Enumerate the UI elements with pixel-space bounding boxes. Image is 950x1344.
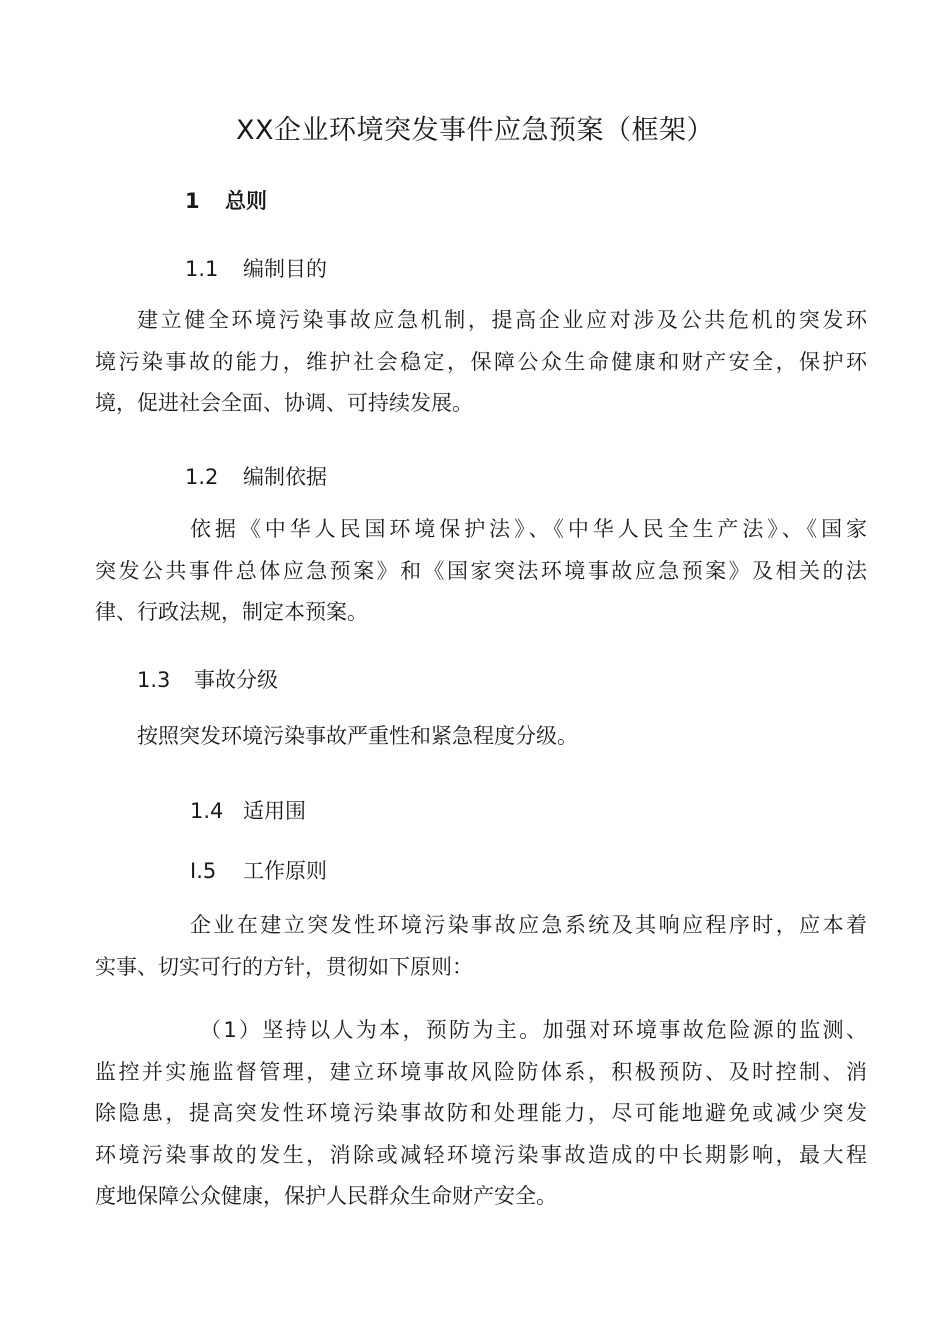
paragraph-line: 实事、切实可行的方针，贯彻如下原则： [95,954,473,979]
section-label: 总则 [225,189,267,213]
section-1-1-heading [185,253,327,283]
paragraph-line: 突发公共事件总体应急预案》和《国家突法环境事故应急预案》及相关的法 [95,558,867,583]
paragraph-line: 企业在建立突发性环境污染事故应急系统及其响应程序时，应本着 [190,913,867,937]
paragraph-line: 境，促进社会全面、协调、可持续发展。 [95,391,473,415]
section-1-3-paragraph [95,716,867,758]
paragraph-line: 依据《中华人民国环境保护法》、《中华人民全生产法》、《国家 [190,517,867,541]
section-number: 1.2 [185,465,219,489]
section-1-5-heading [190,855,327,885]
section-1-1-paragraph [95,300,867,425]
section-1-4-heading [190,795,306,825]
section-number: 1.1 [185,257,219,281]
principle-1-paragraph [95,1010,867,1218]
section-label: 事故分级 [194,668,278,692]
section-1-5-paragraph [95,905,867,988]
section-number: 1.3 [137,668,171,692]
section-1-heading [185,185,267,215]
paragraph-line: 除隐患，提高突发性环境污染事故防和处理能力，尽可能地避免或减少突发 [95,1101,867,1125]
paragraph-line: 律、行政法规，制定本预案。 [95,600,368,624]
section-1-2-paragraph [95,509,867,634]
section-number: 1 [185,189,200,213]
section-1-2-heading [185,461,327,491]
section-number: 1.4 [190,799,224,823]
section-number: I.5 [190,859,217,883]
paragraph-line: 境污染事故的能力，维护社会稳定，保障公众生命健康和财产安全，保护环 [95,349,867,374]
section-label: 工作原则 [243,859,327,883]
paragraph-line: 度地保障公众健康，保护人民群众生命财产安全。 [95,1184,557,1208]
section-1-3-heading [137,664,278,694]
paragraph-line: 监控并实施监督管理，建立环境事故风险防体系，积极预防、及时控制、消 [95,1059,867,1084]
document-title: XX企业环境突发事件应急预案（框架） [236,115,714,146]
section-label: 编制目的 [243,257,327,281]
paragraph-line: 按照突发环境污染事故严重性和紧急程度分级。 [137,724,578,748]
section-label: 编制依据 [243,465,327,489]
paragraph-line: （1）坚持以人为本，预防为主。加强对环境事故危险源的监测、 [200,1018,867,1042]
section-label: 适用围 [243,799,306,823]
paragraph-line: 环境污染事故的发生，消除或减轻环境污染事故造成的中长期影响，最大程 [95,1142,867,1167]
paragraph-line: 建立健全环境污染事故应急机制，提高企业应对涉及公共危机的突发环 [137,308,867,332]
